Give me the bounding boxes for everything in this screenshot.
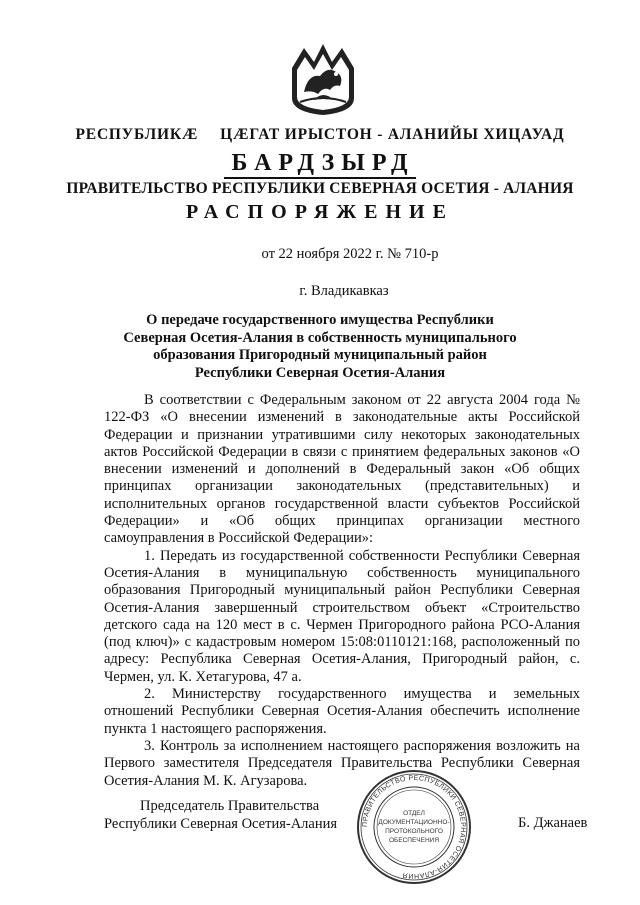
clause-2: 2. Министерству государственного имущества и земельных отношений Республики Северная Осетия-Алания обеспечить исполнение пункта 1 настоящего распоряжения. [104, 686, 580, 737]
signatory-title [104, 798, 337, 833]
preamble-paragraph: В соответствии с Федеральным законом от 22 августа 2004 года № 122-ФЗ «О внесении изменений в законодательные акты Российской Федерации и признании утратившими силу некоторых законодательных актов Российской Федерации в связи с принятием федеральных законов «О внесении изменений и дополнений в Федеральный закон «Об общих принципах организации законодательных (представительных) и исполнительных органов государственной власти субъектов Российской Федерации» и «Об общих принципах организации местного самоуправления в Российской Федерации»: [104, 392, 580, 547]
city: г. Владикавказ [299, 283, 389, 299]
subject-line: О передаче государственного имущества Республики [146, 312, 494, 328]
svg-text:ПРАВИТЕЛЬСТВО РЕСПУБЛИКИ СЕВЕР [362, 775, 466, 879]
seal-center-line: ПРОТОКОЛЬНОГО [385, 828, 443, 835]
signatory-name: Б. Джанаев [518, 815, 588, 831]
signatory-title-line: Председатель Правительства [140, 798, 320, 814]
coat-of-arms-emblem [290, 40, 356, 116]
signatory-title-line: Республики Северная Осетия-Алания [104, 815, 338, 832]
official-seal-stamp [355, 768, 473, 886]
clause-1: 1. Передать из государственной собственности Республики Северная Осетия-Алания в муниципальную собственность муниципального образования Пригородный муниципальный район Республики Северная Осетия-Алания завершенный строительством объект «Строительство детского сада на 120 мест в с. Чермен Пригородного района РСО-Алания (под ключ)» с кадастровым номером 15:08:0110121:168, расположенный по адресу: Республика Северная Осетия-Алания, Пригородный район, с. Чермен, ул. К. Хетагурова, 47 а. [104, 547, 580, 685]
subject-line: Республики Северная Осетия-Алания [194, 364, 446, 381]
subject-line: Северная Осетия-Алания в собственность муниципального [123, 329, 517, 346]
date-and-number: от 22 ноября 2022 г. № 710-р [261, 246, 439, 262]
seal-ring-text: ПРАВИТЕЛЬСТВО РЕСПУБЛИКИ СЕВЕРНАЯ ОСЕТИЯ-АЛАНИЯ [361, 774, 467, 880]
ossetian-doc-type-text: БАРДЗЫРД [224, 150, 417, 179]
seal-center-line: ОТДЕЛ [403, 810, 425, 817]
clause-3: 3. Контроль за исполнением настоящего распоряжения возложить на Первого заместителя Председателя Правительства Республики Северная Осетия-Алания М. К. Агузарова. [104, 737, 580, 789]
subject-line: образования Пригородный муниципальный район [153, 347, 487, 363]
russian-government-header: ПРАВИТЕЛЬСТВО РЕСПУБЛИКИ СЕВЕРНАЯ ОСЕТИЯ - АЛАНИЯ [66, 180, 574, 197]
ossetian-header-right: ЦӔГАТ ИРЫСТОН - АЛАНИЙЫ ХИЦАУАД [220, 126, 565, 143]
seal-center-line: ДОКУМЕНТАЦИОННО- [378, 819, 450, 826]
ossetian-doc-type [0, 150, 640, 177]
ossetian-government-header [0, 126, 640, 144]
russian-doc-type: РАСПОРЯЖЕНИЕ [186, 201, 454, 223]
seal-center-line: ОБЕСПЕЧЕНИЯ [388, 837, 440, 844]
document-body [104, 392, 580, 790]
document-subject [120, 312, 520, 382]
ossetian-header-left: РЕСПУБЛИКӔ [75, 126, 199, 143]
